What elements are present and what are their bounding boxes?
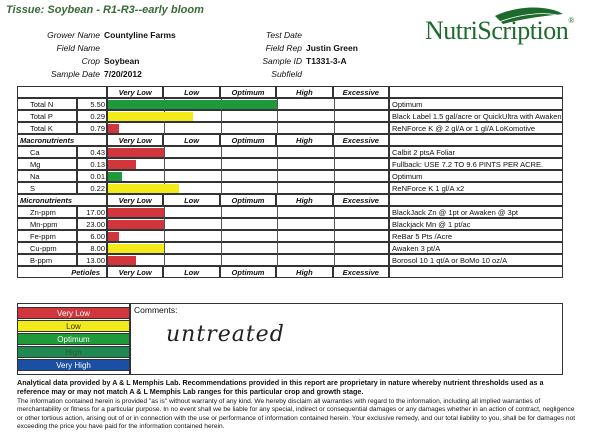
nutrient-row: [17, 206, 563, 218]
level-column-header: Excessive: [333, 86, 389, 98]
level-bar: [108, 112, 193, 121]
header-field-label: Subfield: [271, 69, 302, 79]
level-bar-cell: [107, 206, 389, 218]
header-field: [236, 43, 359, 54]
nutrient-name: S: [17, 182, 77, 194]
section-header-row: [17, 134, 563, 146]
petioles-header-row: [17, 266, 563, 278]
header-field-label: Sample ID: [262, 56, 302, 66]
recommendation-note: Black Label 1.5 gal/acre or QuickUltra with Awaken: [389, 110, 563, 122]
header-field-label: Sample Date: [50, 69, 100, 79]
nutrient-row: [17, 122, 563, 134]
level-column-header: Low: [163, 266, 219, 278]
legend-item: Optimum: [17, 333, 130, 345]
level-column-header: Optimum: [220, 86, 276, 98]
nutrient-name: B-ppm: [17, 254, 77, 266]
level-bar: [108, 124, 119, 133]
recommendation-note: Fullback: USE 7.2 TO 9.6 PINTS PER ACRE.: [389, 158, 563, 170]
header-field-value: 7/20/2012: [104, 69, 142, 79]
nutrient-value: 0.22: [77, 182, 107, 194]
header-field-label: Test Date: [265, 30, 302, 40]
header-field-value: [306, 69, 307, 79]
nutrient-value: 5.50: [77, 98, 107, 110]
disclaimer-text: The information contained herein is provided "as is" without warranty of any kind. We hereby disclaim all warranties with regard to the information, including all implied warranties of merchantability or fitness for a particular purpose. In no event shall we be liable for any special, indirect or consequential damages or any damages whether in an action of contract, negligence or other tortious action, arising out of or in connection with the use or performance of information contained herein. Your exclusive remedy, and our total liability to you, shall be for damages not exceeding the price you have paid for the information contained herein.: [17, 398, 576, 431]
level-bar-cell: [107, 254, 389, 266]
nutriscription-logo: [425, 6, 574, 50]
level-column-header: Very Low: [107, 266, 163, 278]
nutrient-row: [17, 98, 563, 110]
nutrient-value: 13.00: [77, 254, 107, 266]
comments-label: Comments:: [134, 305, 178, 315]
recommendation-note: Blackjack Mn @ 1 pt/ac: [389, 218, 563, 230]
header-field-label: Grower Name: [47, 30, 100, 40]
header-field-label: Field Name: [56, 43, 100, 53]
section-heading: [17, 86, 107, 98]
nutrient-name: Ca: [17, 146, 77, 158]
level-column-header: High: [276, 266, 332, 278]
legend-item: Low: [17, 320, 130, 332]
header-field-value: Justin Green: [306, 43, 358, 53]
header-field: [0, 30, 177, 41]
level-column-header: Optimum: [220, 134, 276, 146]
legend-item: Very Low: [17, 307, 130, 319]
level-bar: [108, 160, 136, 169]
level-bar: [108, 172, 122, 181]
level-bar-cell: [107, 242, 389, 254]
recommendation-note: Calbit 2 ptsA Foliar: [389, 146, 563, 158]
legend-item: Very High: [17, 359, 130, 371]
header-field: [236, 69, 307, 80]
nutrient-value: 0.01: [77, 170, 107, 182]
nutrient-name: Na: [17, 170, 77, 182]
level-bar-cell: [107, 110, 389, 122]
nutrient-name: Total N: [17, 98, 77, 110]
level-bar: [108, 232, 119, 241]
nutrient-name: Mn-ppm: [17, 218, 77, 230]
nutrient-value: 6.00: [77, 230, 107, 242]
header-field: [0, 69, 143, 80]
nutrient-row: [17, 170, 563, 182]
section-header-note-cell: [389, 194, 563, 206]
level-bar: [108, 220, 164, 229]
section-header-note-cell: [389, 86, 563, 98]
nutrient-value: 0.43: [77, 146, 107, 158]
nutrient-row: [17, 230, 563, 242]
level-bar-cell: [107, 146, 389, 158]
header-field-value: T1331-3-A: [306, 56, 347, 66]
level-bar-cell: [107, 158, 389, 170]
section-header-row: [17, 194, 563, 206]
level-bar: [108, 256, 136, 265]
header-field-label: Field Rep: [265, 43, 302, 53]
petioles-note-cell: [389, 266, 563, 278]
level-column-header: High: [276, 194, 332, 206]
nutrient-row: [17, 242, 563, 254]
header-field: [0, 43, 105, 54]
header-field: [236, 56, 348, 67]
nutrient-name: Mg: [17, 158, 77, 170]
nutrient-value: 23.00: [77, 218, 107, 230]
level-column-header: Low: [163, 86, 219, 98]
recommendation-note: ReBar 5 Pts /Acre: [389, 230, 563, 242]
level-column-header: High: [276, 134, 332, 146]
header-field: [236, 30, 307, 41]
level-column-header: High: [276, 86, 332, 98]
report-title: Tissue: Soybean - R1-R3--early bloom: [6, 4, 204, 16]
recommendation-note: Awaken 3 pt/A: [389, 242, 563, 254]
level-column-header: Very Low: [107, 194, 163, 206]
nutrient-value: 0.79: [77, 122, 107, 134]
header-field-value: [306, 30, 307, 40]
section-header-note-cell: [389, 134, 563, 146]
level-bar: [108, 208, 164, 217]
nutrient-name: Cu-ppm: [17, 242, 77, 254]
level-column-header: Optimum: [220, 194, 276, 206]
disclaimer-bold: Analytical data provided by A & L Memphis Lab. Recommendations provided in this report are proprietary in nature whereby nutrient thresholds used as a reference may or may not match A & L Memphis Lab ranges for this particular crop and growth stage.: [17, 378, 544, 396]
level-bar-cell: [107, 122, 389, 134]
header-field: [0, 56, 140, 67]
header-field-label: Crop: [81, 56, 100, 66]
handwritten-comment: untreated: [166, 322, 285, 347]
nutrient-row: [17, 110, 563, 122]
recommendation-note: ReNForce K @ 2 gl/A or 1 gl/A LoKomotive: [389, 122, 563, 134]
header-field-value: Soybean: [104, 56, 140, 66]
level-bar-cell: [107, 98, 389, 110]
level-bar: [108, 148, 164, 157]
level-bar-cell: [107, 230, 389, 242]
header-field-value: Countyline Farms: [104, 30, 176, 40]
recommendation-note: Optimum: [389, 170, 563, 182]
level-bar-cell: [107, 218, 389, 230]
level-column-header: Very Low: [107, 134, 163, 146]
legend-item: High: [17, 346, 130, 358]
header-field-value: [104, 43, 105, 53]
nutrient-value: 17.00: [77, 206, 107, 218]
level-column-header: Low: [163, 134, 219, 146]
nutrient-row: [17, 254, 563, 266]
level-bar: [108, 184, 179, 193]
section-heading: Micronutrients: [17, 194, 107, 206]
level-column-header: Excessive: [333, 134, 389, 146]
nutrient-value: 0.13: [77, 158, 107, 170]
petioles-heading: Petioles: [17, 266, 107, 278]
level-column-header: Excessive: [333, 266, 389, 278]
level-bar: [108, 244, 164, 253]
nutrient-row: [17, 218, 563, 230]
nutrient-row: [17, 146, 563, 158]
recommendation-note: ReNForce K 1 gl/A x2: [389, 182, 563, 194]
nutrient-name: Fe-ppm: [17, 230, 77, 242]
level-column-header: Optimum: [220, 266, 276, 278]
nutrient-row: [17, 158, 563, 170]
level-bar: [108, 100, 277, 109]
level-column-header: Very Low: [107, 86, 163, 98]
nutrient-value: 0.29: [77, 110, 107, 122]
nutrient-value: 8.00: [77, 242, 107, 254]
nutrient-row: [17, 182, 563, 194]
level-column-header: Excessive: [333, 194, 389, 206]
level-bar-cell: [107, 182, 389, 194]
recommendation-note: BlackJack Zn @ 1pt or Awaken @ 3pt: [389, 206, 563, 218]
logo-text: NutriScription®: [425, 16, 574, 45]
section-header-row: [17, 86, 563, 98]
nutrient-name: Total K: [17, 122, 77, 134]
recommendation-note: Borosol 10 1 qt/A or BoMo 10 oz/A: [389, 254, 563, 266]
recommendation-note: Optimum: [389, 98, 563, 110]
nutrient-name: Zn-ppm: [17, 206, 77, 218]
level-bar-cell: [107, 170, 389, 182]
section-heading: Macronutrients: [17, 134, 107, 146]
nutrient-name: Total P: [17, 110, 77, 122]
level-column-header: Low: [163, 194, 219, 206]
